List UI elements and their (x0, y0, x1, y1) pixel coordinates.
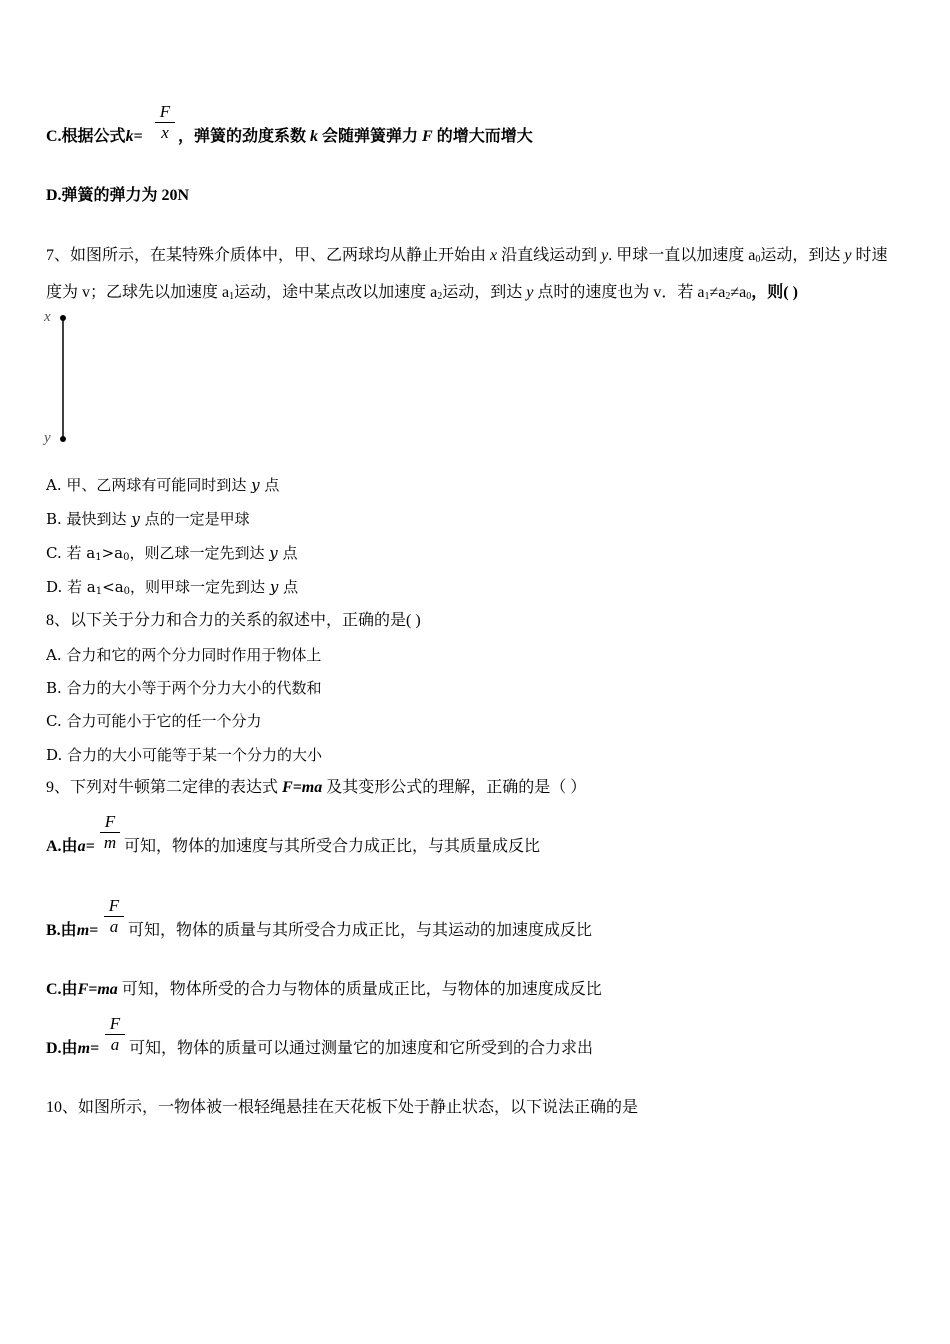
q7-d-y: y (269, 578, 279, 596)
q7-l1-sub0: 0 (755, 254, 761, 265)
q6-c-prefix: C.根据公式 (46, 128, 126, 145)
q9-option-d-rest: 可知，物体的质量可以通过测量它的加速度和它所受到的合力求出 (129, 1040, 594, 1057)
q9-stem-b: 及其变形公式的理解，正确的是（ ） (326, 779, 587, 796)
q7-l2-y: y (526, 284, 534, 301)
q7-l2-a: 度为 v；乙球先以加速度 a (46, 284, 230, 301)
fraction-numerator: F (108, 896, 120, 915)
q7-b-pre: B. 最快到达 (46, 510, 127, 528)
q7-option-d (46, 577, 298, 602)
q9-option-a-rest: 可知，物体的加速度与其所受合力成正比，与其质量成反比 (124, 838, 541, 855)
q7-d-mid2: ，则甲球一定先到达 (130, 578, 266, 596)
q7-l1-d: 运动，到达 (760, 247, 841, 264)
q7-l2-s1: 1 (704, 291, 710, 302)
q7-l2-s2: 2 (725, 291, 731, 302)
q9-b-var: m= (76, 922, 99, 939)
q6-c-k: k (310, 128, 319, 145)
q9-stem (46, 778, 586, 798)
q7-l1-y2: y (844, 247, 852, 264)
q10-stem: 10、如图所示，一物体被一根轻绳悬挂在天花板下处于静止状态，以下说法正确的是 (46, 1099, 639, 1116)
fraction-numerator: F (109, 1014, 121, 1033)
q9-a-pre: A.由 (46, 838, 78, 855)
q6-c-mid2: 会随弹簧弹力 (322, 128, 419, 145)
q9-option-b-rest: 可知，物体的质量与其所受合力成正比，与其运动的加速度成反比 (128, 922, 593, 939)
q7-a-y: y (251, 476, 260, 494)
fraction-denominator: a (109, 917, 119, 936)
q9-d-var: m= (77, 1040, 100, 1057)
q7-d-s0: 0 (123, 586, 131, 597)
q9-option-d (46, 1039, 99, 1059)
q7-l1-e: 时速 (855, 247, 888, 264)
q7-option-a (46, 475, 279, 495)
fraction-denominator: a (110, 1035, 120, 1054)
diagram-x-label: x (44, 309, 51, 325)
q7-l2-sub1: 1 (229, 291, 235, 302)
q7-c-mid2: ，则乙球一定先到达 (129, 544, 265, 562)
q7-option-b (46, 509, 250, 529)
q7-l2-c: 运动，到达 (442, 284, 523, 301)
point-y (60, 436, 66, 442)
q7-l1-c: . 甲球一直以加速度 a (608, 247, 756, 264)
q9-option-a (46, 837, 95, 857)
xy-line-diagram (40, 306, 80, 454)
q7-l1-x: x (490, 247, 498, 264)
q6-c-mid: ，弹簧的劲度系数 (178, 128, 307, 145)
q7-diagram (40, 306, 80, 454)
q9-c-suf: 可知，物体所受的合力与物体的质量成正比，与物体的加速度成反比 (121, 981, 602, 998)
q7-c-y: y (269, 544, 278, 562)
q8-option-a: A. 合力和它的两个分力同时作用于物体上 (46, 646, 322, 664)
q9-b-fraction (104, 896, 124, 937)
q7-l1-b: 沿直线运动到 (501, 247, 598, 264)
fraction-numerator: F (104, 812, 116, 831)
q8-stem: 8、以下关于分力和合力的关系的叙述中，正确的是( ) (46, 612, 421, 629)
q7-l2-s0: 0 (746, 291, 752, 302)
q8-option-b: B. 合力的大小等于两个分力大小的代数和 (46, 679, 322, 697)
q6-c-fraction (155, 102, 175, 143)
q7-stem-line1 (46, 246, 888, 270)
q9-a-var: a= (77, 838, 95, 855)
q6-c-var: k (125, 128, 134, 145)
q9-a-fraction (100, 812, 120, 853)
q7-c-s0: 0 (123, 552, 130, 563)
fraction-denominator: m (103, 833, 117, 852)
q7-option-c (46, 543, 298, 568)
q6-c-suffix: 的增大而增大 (436, 128, 533, 145)
q6-option-c (46, 127, 143, 147)
q7-b-suf: 点的一定是甲球 (144, 510, 250, 528)
q7-l1-y: y (601, 247, 609, 264)
q7-stem-line2 (46, 283, 798, 307)
q6-c-eq: = (133, 128, 143, 145)
q6-option-c-rest (178, 127, 533, 147)
fraction-denominator: x (161, 123, 169, 142)
q8-option-d: D. 合力的大小可能等于某一个分力的大小 (46, 746, 323, 764)
q7-c-s1: 1 (95, 552, 102, 563)
q9-stem-f: F=ma (282, 779, 323, 796)
q9-c-pre: C.由 (46, 981, 78, 998)
q9-c-var: F=ma (77, 981, 118, 998)
fraction-numerator: F (159, 102, 171, 121)
q9-d-pre: D.由 (46, 1040, 78, 1057)
diagram-y-label: y (44, 430, 51, 446)
q8-option-c: C. 合力可能小于它的任一个分力 (46, 712, 262, 730)
q6-c-F: F (422, 128, 433, 145)
q7-l2-d: 点时的速度也为 v．若 a (537, 284, 705, 301)
q7-l2-g: ，则( ) (751, 284, 798, 301)
q7-d-s1: 1 (95, 586, 103, 597)
q7-b-y: y (131, 510, 140, 528)
q9-b-pre: B.由 (46, 922, 77, 939)
q7-l2-f: ≠a (730, 284, 747, 301)
q7-l2-b: 运动，途中某点改以加速度 a (234, 284, 438, 301)
q7-a-suf: 点 (264, 476, 280, 494)
q9-d-fraction (105, 1014, 125, 1055)
q9-option-c (46, 980, 602, 1000)
q7-d-pre: D. 若 a (46, 578, 96, 596)
q7-c-suf: 点 (282, 544, 298, 562)
q7-l1-a: 7、如图所示，在某特殊介质体中，甲、乙两球均从静止开始由 (46, 247, 487, 264)
q7-d-mid: <a (102, 578, 124, 596)
q7-d-suf: 点 (283, 578, 299, 596)
q6-option-d: D.弹簧的弹力为 20N (46, 187, 190, 204)
q9-option-b (46, 921, 98, 941)
q9-stem-a: 9、下列对牛顿第二定律的表达式 (46, 779, 279, 796)
q7-l2-e: ≠a (709, 284, 726, 301)
q7-c-pre: C. 若 a (46, 544, 96, 562)
q7-c-mid: >a (101, 544, 124, 562)
q7-l2-sub2: 2 (437, 291, 443, 302)
q7-a-pre: A. 甲、乙两球有可能同时到达 (46, 476, 247, 494)
